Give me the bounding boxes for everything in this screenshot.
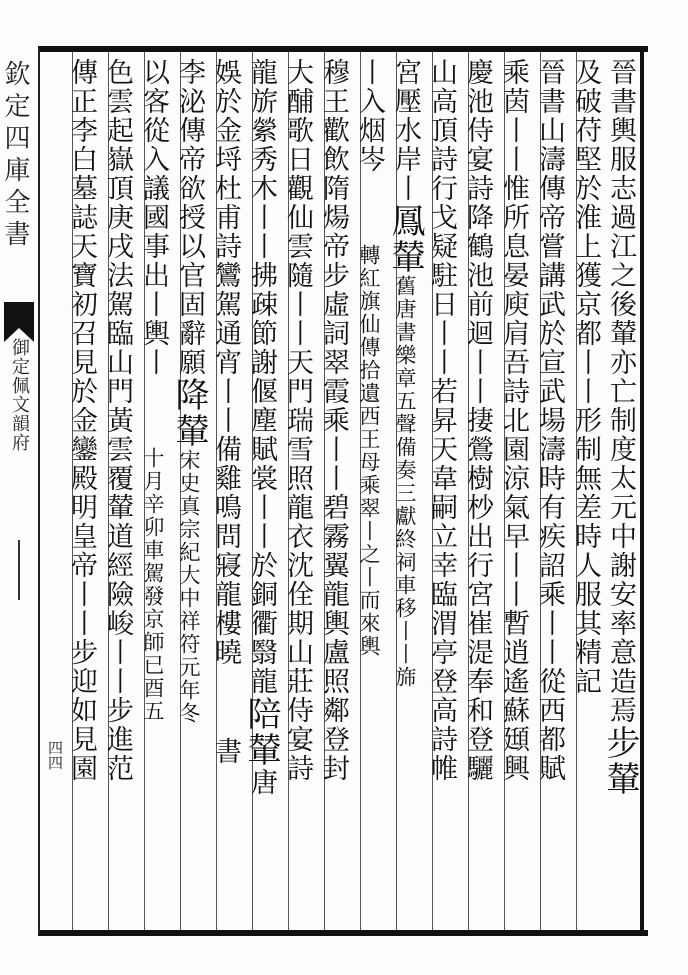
- column-text: 色雲起嶽頂庚戌法駕臨山門黃雲覆輦道經險峻丨丨步進范: [102, 58, 133, 783]
- text-column: [424, 58, 458, 924]
- right-frame-line: [640, 48, 644, 934]
- column-text: 丨入烟岑: [354, 58, 385, 174]
- column-note: 書: [210, 737, 241, 766]
- top-border-rule: [38, 46, 648, 52]
- column-text: 及破苻堅於淮上獲京都丨丨形制無差時人服其精記: [570, 58, 601, 696]
- left-gutter-line: [38, 48, 40, 934]
- column-text: 龍旂縈秀木丨丨拂疎節謝偃塵賦裳丨丨於銅衢翳龍: [246, 58, 277, 696]
- margin-source-note: 御定佩文韻府: [9, 338, 30, 452]
- text-column: [280, 58, 314, 924]
- column-text: 穆王歡飲隋煬帝步虛詞翠霞乘丨丨碧霧翼龍輿盧照鄰登封: [318, 58, 349, 783]
- column-text: 晉書輿服志過江之後輦亦亡制度太元中謝安率意造焉: [605, 58, 636, 725]
- text-column: [496, 58, 530, 924]
- text-column: [136, 58, 170, 924]
- entry-heading: 降輦: [169, 377, 209, 449]
- column-text: 傳正李白墓誌天寶初召見於金鑾殿明皇帝丨丨步迎如見園: [66, 58, 97, 783]
- column-text: 山高頂詩行戈疑駐日丨丨若昇天韋嗣立幸臨渭亭登高詩帷: [426, 58, 457, 783]
- text-column: [169, 58, 209, 924]
- page-number: 四四: [46, 740, 64, 770]
- column-text: 乘茵丨丨惟所息晏庾肩吾詩北園涼氣早丨丨暫逍遙蘇頲興: [498, 58, 529, 783]
- text-column: [208, 58, 242, 924]
- entry-heading: 陪輦: [241, 696, 281, 768]
- text-column: [460, 58, 494, 924]
- column-note: 轉紅旗仙傳拾遺西王母乘翠丨之丨而來輿: [357, 244, 381, 658]
- bottom-border-rule: [38, 930, 648, 936]
- column-text: 大酺歌日觀仙雲隨丨丨天門瑞雪照龍衣沈佺期山莊侍宴詩: [282, 58, 313, 783]
- entry-heading: 鳳輦: [385, 203, 425, 275]
- margin-divider: [18, 540, 20, 600]
- column-text: 慶池侍宴詩降鶴池前迴丨丨捿鶯樹杪出行宮崔湜奉和登驪: [462, 58, 493, 783]
- column-note: 宋史真宗紀大中祥符元年冬: [177, 449, 201, 725]
- column-text: 以客從入議國事出丨輿丨: [138, 58, 169, 377]
- text-column: [100, 58, 134, 924]
- entry-heading: 步輦: [600, 725, 640, 797]
- column-note: 舊唐書樂章五聲備奏三獻終祠車移丨丨旆: [393, 275, 417, 689]
- text-column: [64, 58, 98, 924]
- column-note: 唐: [246, 768, 277, 797]
- column-text: 李泌傳帝欲授以官固辭願: [174, 58, 205, 377]
- text-column: [568, 58, 602, 924]
- text-column: [532, 58, 566, 924]
- text-column: [600, 58, 640, 924]
- column-text: 娛於金埒杜甫詩鸞駕通宵丨丨備雞鳴問寢龍樓曉: [210, 58, 241, 667]
- margin-book-title: 欽定四庫全書: [0, 60, 30, 252]
- text-column: [241, 58, 281, 924]
- column-text: 宮壓水岸丨: [390, 58, 421, 203]
- text-column: [385, 58, 425, 924]
- column-text: 晉書山濤傳帝嘗講武於宣武場濤時有疾詔乘丨丨從西都賦: [534, 58, 565, 783]
- text-column: [352, 58, 386, 924]
- column-note: 十月辛卯車駕發京師已酉五: [141, 447, 165, 723]
- text-column: [316, 58, 350, 924]
